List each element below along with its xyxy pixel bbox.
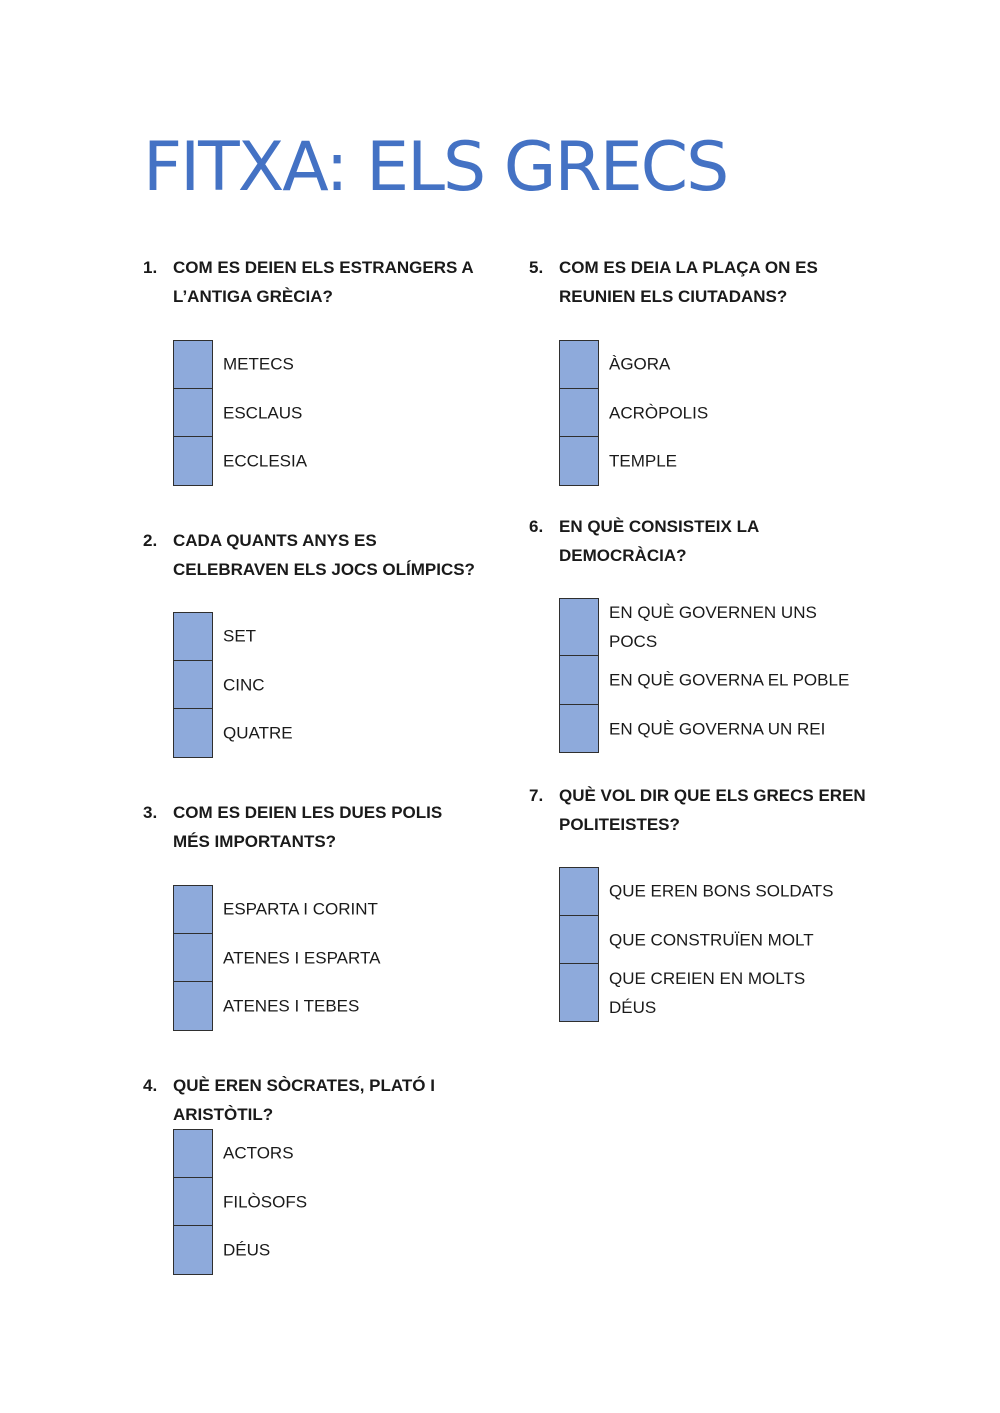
question-4: [143, 1071, 483, 1129]
question-6: [529, 512, 869, 570]
answer-checkbox[interactable]: [173, 340, 213, 389]
option-label: DÉUS: [223, 1240, 271, 1260]
option-label: ÀGORA: [609, 354, 671, 374]
option-label: CINC: [223, 675, 265, 695]
option-label: ESCLAUS: [223, 403, 303, 423]
answer-checkbox[interactable]: [173, 1226, 213, 1275]
question-text: COM ES DEIA LA PLAÇA ON ES REUNIEN ELS CIUTADANS?: [559, 258, 818, 306]
question-text: COM ES DEIEN LES DUES POLIS MÉS IMPORTANTS?: [173, 803, 443, 851]
question-number: 7.: [529, 786, 544, 805]
answer-checkbox[interactable]: [559, 437, 599, 486]
option-label: METECS: [223, 354, 294, 374]
answer-checkbox[interactable]: [173, 934, 213, 983]
question-number: 5.: [529, 258, 544, 277]
option-label: ATENES I TEBES: [223, 996, 360, 1016]
question-3: [143, 798, 483, 856]
option-label: FILÒSOFS: [223, 1192, 308, 1212]
answer-checkbox[interactable]: [173, 1129, 213, 1178]
answer-checkbox[interactable]: [559, 705, 599, 754]
question-number: 1.: [143, 258, 158, 277]
question-number: 6.: [529, 517, 544, 536]
option-label: ACRÒPOLIS: [609, 403, 709, 423]
answer-checkbox[interactable]: [559, 598, 599, 656]
question-text: EN QUÈ CONSISTEIX LA DEMOCRÀCIA?: [559, 517, 759, 565]
option-label: SET: [223, 626, 257, 646]
option-label: ACTORS: [223, 1143, 294, 1163]
option-label: ECCLESIA: [223, 451, 308, 471]
question-7: [529, 781, 869, 839]
option-label: EN QUÈ GOVERNEN UNS POCS: [609, 603, 817, 651]
answer-checkbox[interactable]: [173, 612, 213, 661]
answer-checkbox[interactable]: [559, 389, 599, 438]
question-text: CADA QUANTS ANYS ES CELEBRAVEN ELS JOCS OLÍMPICS?: [173, 531, 475, 579]
answer-checkbox[interactable]: [559, 964, 599, 1022]
question-number: 3.: [143, 803, 158, 822]
option-label: QUE EREN BONS SOLDATS: [609, 881, 834, 901]
answer-checkbox[interactable]: [173, 661, 213, 710]
answer-checkbox[interactable]: [559, 916, 599, 965]
option-label: EN QUÈ GOVERNA UN REI: [609, 719, 826, 739]
question-number: 2.: [143, 531, 158, 550]
question-text: COM ES DEIEN ELS ESTRANGERS A L’ANTIGA GRÈCIA?: [173, 258, 474, 306]
option-label: ESPARTA I CORINT: [223, 899, 378, 919]
question-1: [143, 253, 483, 311]
option-label: EN QUÈ GOVERNA EL POBLE: [609, 670, 850, 690]
question-text: QUÈ VOL DIR QUE ELS GRECS EREN POLITEISTES?: [559, 786, 866, 834]
answer-checkbox[interactable]: [173, 437, 213, 486]
option-label: QUE CONSTRUÏEN MOLT: [609, 930, 814, 950]
option-label: ATENES I ESPARTA: [223, 948, 381, 968]
answer-checkbox[interactable]: [173, 389, 213, 438]
answer-checkbox[interactable]: [559, 340, 599, 389]
option-label: QUE CREIEN EN MOLTS DÉUS: [609, 969, 806, 1017]
option-label: TEMPLE: [609, 451, 678, 471]
question-2: [143, 526, 483, 584]
option-label: QUATRE: [223, 723, 293, 743]
answer-checkbox[interactable]: [173, 709, 213, 758]
question-5: [529, 253, 869, 311]
answer-checkbox[interactable]: [559, 867, 599, 916]
answer-checkbox[interactable]: [173, 982, 213, 1031]
answer-checkbox[interactable]: [559, 656, 599, 705]
answer-checkbox[interactable]: [173, 1178, 213, 1227]
answer-checkbox[interactable]: [173, 885, 213, 934]
question-text: QUÈ EREN SÒCRATES, PLATÓ I ARISTÒTIL?: [173, 1076, 435, 1124]
question-number: 4.: [143, 1076, 158, 1095]
worksheet-title: FITXA: ELS GRECS: [143, 128, 728, 207]
